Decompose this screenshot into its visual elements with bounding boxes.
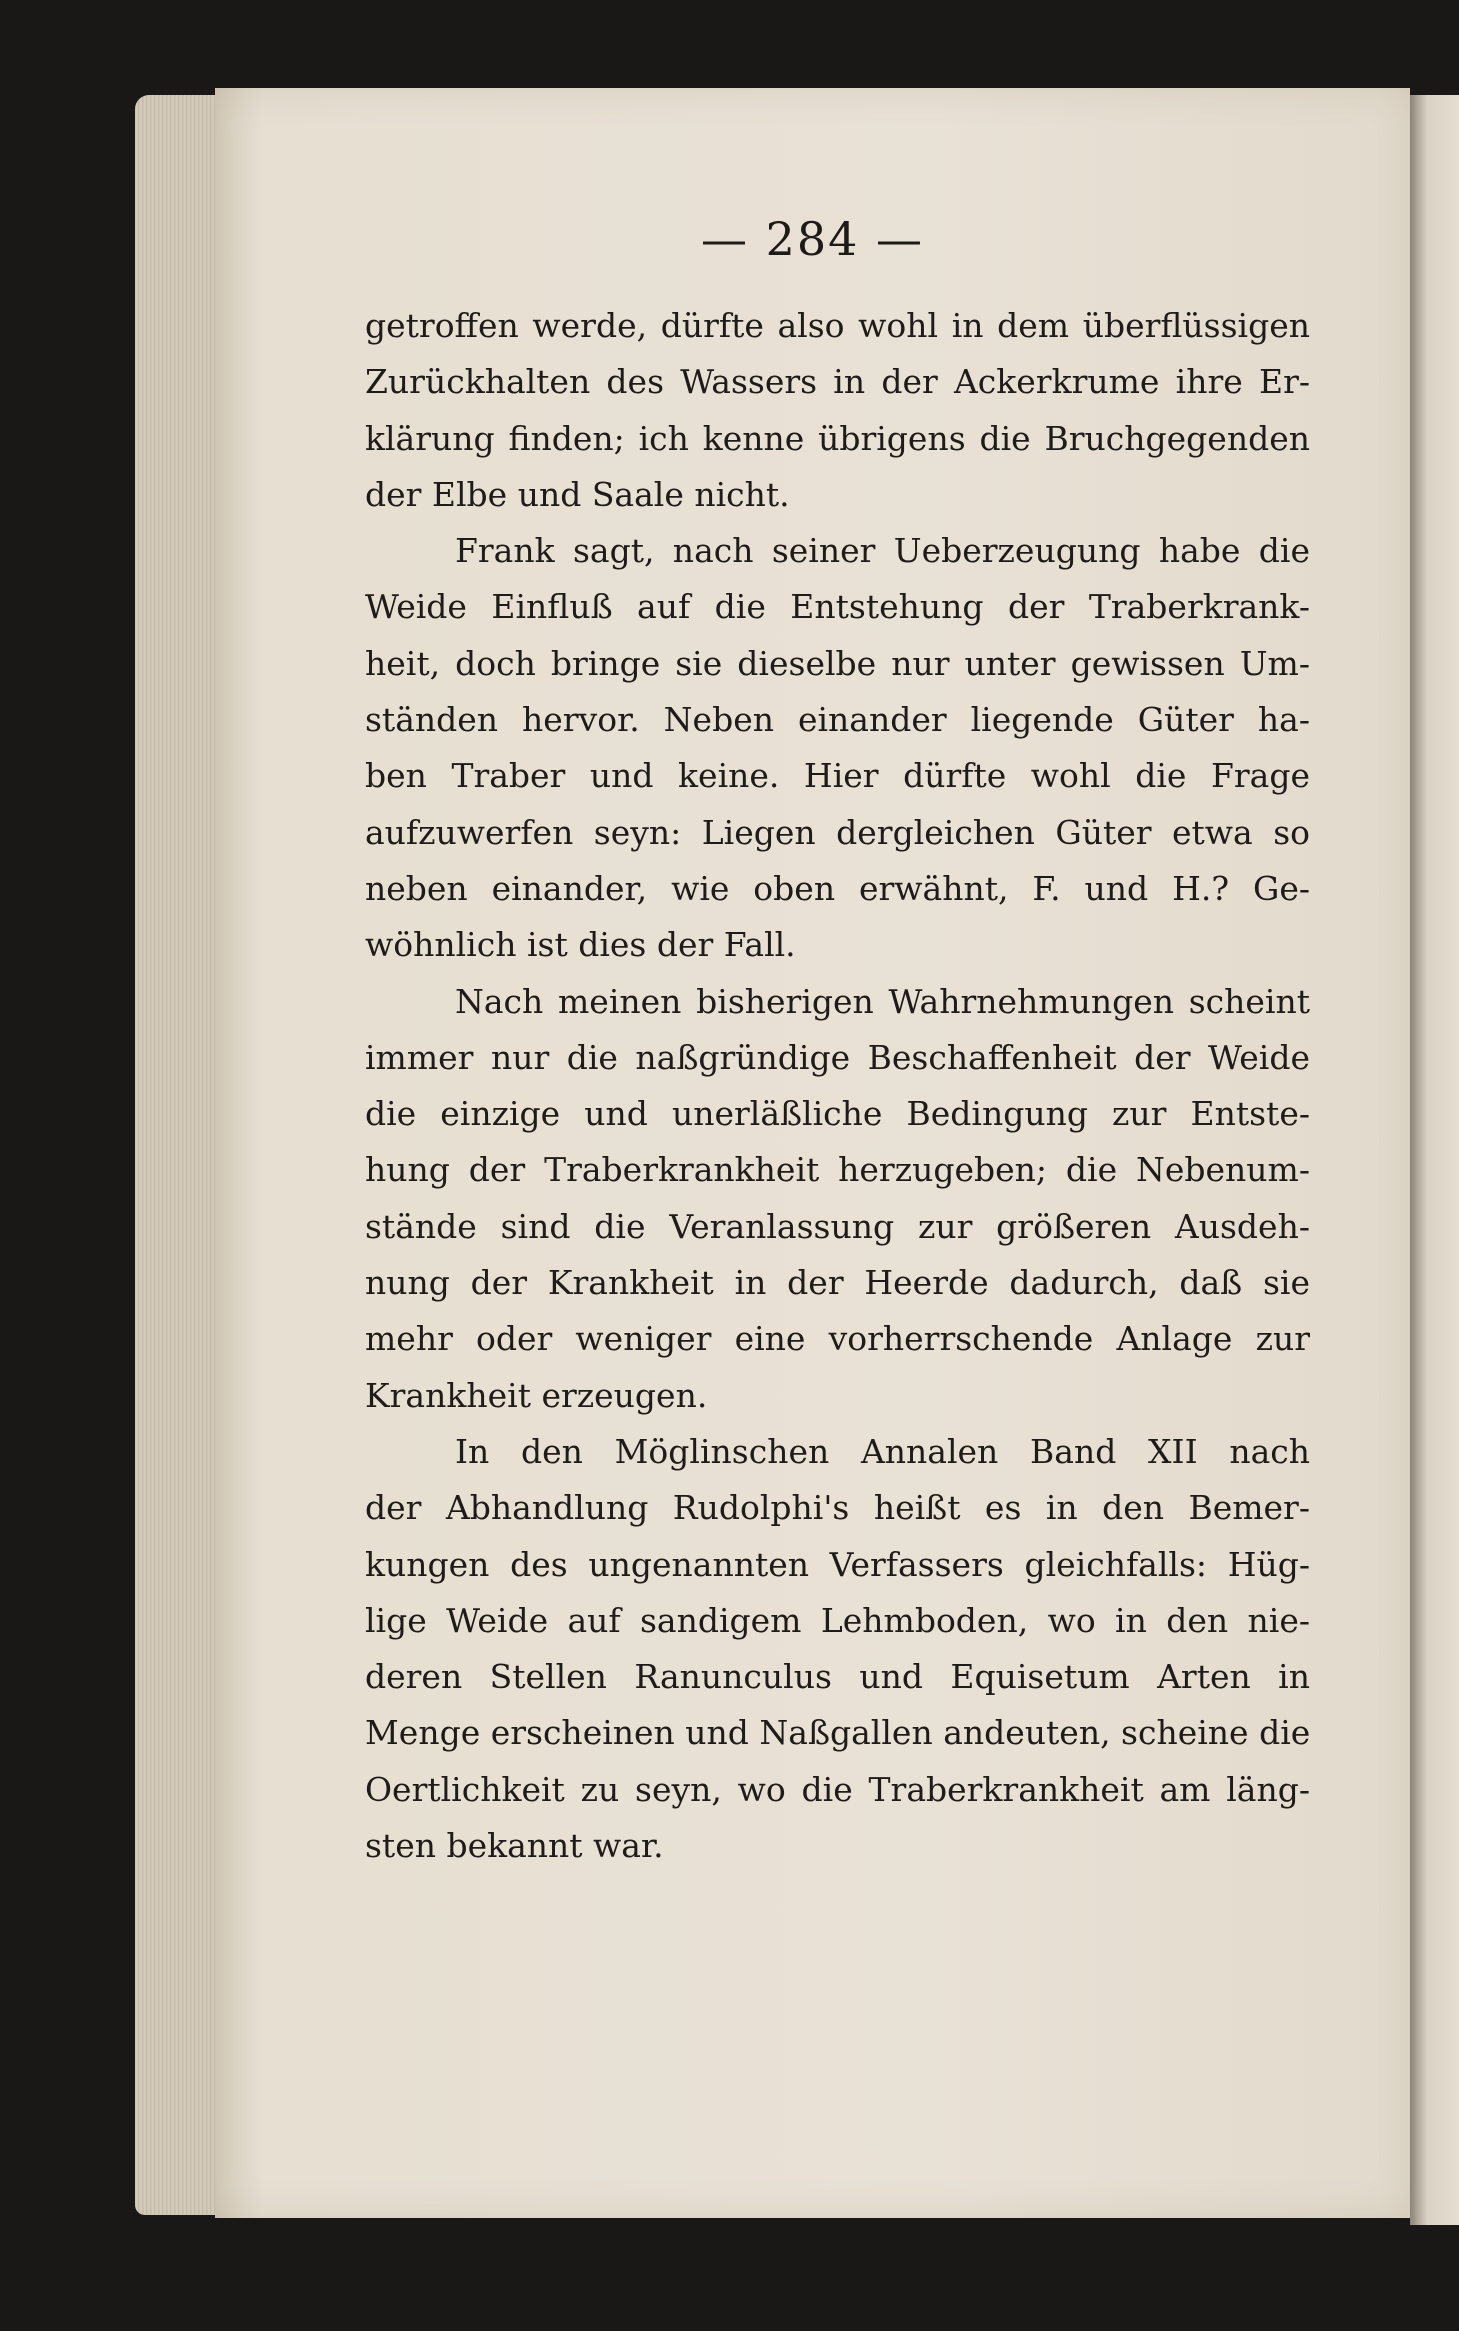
text-line: Oertlichkeit zu seyn, wo die Traberkrankheit am läng-	[365, 1769, 1310, 1809]
text-line: der Elbe und Saale nicht.	[365, 474, 790, 514]
text-line: hung der Traberkrankheit herzugeben; die Nebenum-	[365, 1150, 1310, 1190]
text-line: neben einander, wie oben erwähnt, F. und H.? Ge-	[365, 868, 1310, 908]
text-line: Weide Einfluß auf die Entstehung der Traberkrank-	[365, 587, 1310, 627]
text-line: nung der Krankheit in der Heerde dadurch, daß sie	[365, 1263, 1310, 1303]
book-page	[215, 88, 1410, 2218]
text-line: klärung finden; ich kenne übrigens die Bruchgegenden	[365, 418, 1310, 458]
text-line: sten bekannt war.	[365, 1826, 664, 1866]
text-line: Nach meinen bisherigen Wahrnehmungen scheint	[455, 981, 1310, 1021]
text-line: Menge erscheinen und Naßgallen andeuten, scheine die	[365, 1713, 1310, 1753]
text-line: die einzige und unerläßliche Bedingung zur Entste-	[365, 1094, 1310, 1134]
text-line: kungen des ungenannten Verfassers gleichfalls: Hüg-	[365, 1544, 1310, 1584]
text-line: aufzuwerfen seyn: Liegen dergleichen Güter etwa so	[365, 812, 1310, 852]
text-line: der Abhandlung Rudolphi's heißt es in den Bemer-	[365, 1488, 1310, 1528]
text-line: ständen hervor. Neben einander liegende Güter ha-	[365, 700, 1310, 740]
text-line: lige Weide auf sandigem Lehmboden, wo in den nie-	[365, 1600, 1310, 1640]
text-line: heit, doch bringe sie dieselbe nur unter gewissen Um-	[365, 643, 1310, 683]
text-line: Krankheit erzeugen.	[365, 1375, 708, 1415]
text-line: In den Möglinschen Annalen Band XII nach	[455, 1431, 1310, 1471]
text-line: deren Stellen Ranunculus und Equisetum Arten in	[365, 1657, 1310, 1697]
text-line: ben Traber und keine. Hier dürfte wohl die Frage	[365, 756, 1310, 796]
page-number: — 284 —	[700, 212, 925, 266]
text-line: mehr oder weniger eine vorherrschende Anlage zur	[365, 1319, 1310, 1359]
text-line: getroffen werde, dürfte also wohl in dem überflüssigen	[365, 306, 1310, 345]
text-line: Zurückhalten des Wassers in der Ackerkrume ihre Er-	[365, 362, 1310, 402]
body-text	[365, 298, 1310, 1874]
text-line: immer nur die naßgründige Beschaffenheit der Weide	[365, 1037, 1310, 1077]
text-line: wöhnlich ist dies der Fall.	[365, 925, 796, 965]
adjacent-page-edge	[1410, 95, 1459, 2225]
text-line: stände sind die Veranlassung zur größeren Ausdeh-	[365, 1206, 1310, 1246]
text-line: Frank sagt, nach seiner Ueberzeugung habe die	[455, 531, 1310, 571]
